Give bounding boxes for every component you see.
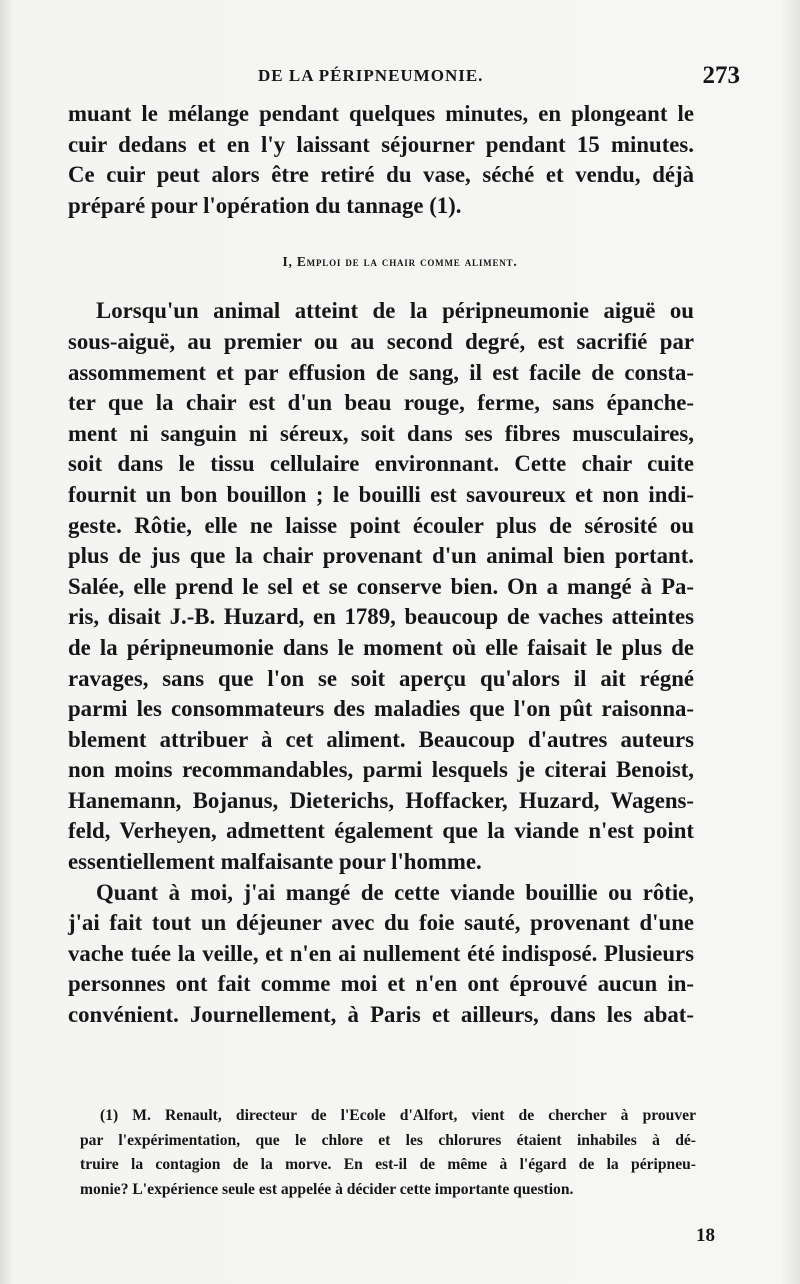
- text-line: sous-aiguë, au premier ou au second degré, est sacrifié par: [68, 328, 694, 354]
- text-line: Salée, elle prend le sel et se conserve bien. On a mangé à Pa-: [68, 573, 694, 599]
- text-line: ravages, sans que l'on se soit aperçu qu'alors il ait régné: [68, 665, 694, 691]
- text-line: essentiellement malfaisante pour l'homme.: [68, 849, 482, 875]
- page-header: [0, 62, 800, 96]
- page-number: 273: [702, 62, 740, 89]
- text-line: personnes ont fait comme moi et n'en ont éprouvé aucun in-: [68, 971, 694, 997]
- text-line: Quant à moi, j'ai mangé de cette viande bouillie ou rôtie,: [96, 879, 694, 905]
- text-line: ment ni sanguin ni séreux, soit dans ses fibres musculaires,: [68, 420, 694, 446]
- paragraph-3: [68, 878, 694, 1031]
- text-line: soit dans le tissu cellulaire environnant. Cette chair cuite: [68, 451, 694, 477]
- text-line: geste. Rôtie, elle ne laisse point écouler plus de sérosité ou: [68, 512, 694, 538]
- text-line: assommement et par effusion de sang, il est facile de consta-: [68, 359, 694, 385]
- paragraph-1: [68, 99, 694, 221]
- text-line: non moins recommandables, parmi lesquels je citerai Benoist,: [68, 757, 694, 783]
- footnote-line: truire la contagion de la morve. En est-il de même à l'égard de la péripneu-: [80, 1156, 696, 1173]
- text-line: ris, disait J.-B. Huzard, en 1789, beaucoup de vaches atteintes: [68, 604, 694, 630]
- footnote: [80, 1104, 696, 1202]
- text-line: muant le mélange pendant quelques minutes, en plongeant le: [68, 101, 694, 126]
- text-line: convénient. Journellement, à Paris et ailleurs, dans les abat-: [68, 1002, 694, 1028]
- text-line: Hanemann, Bojanus, Dieterichs, Hoffacker, Huzard, Wagens-: [68, 787, 694, 813]
- text-line: cuir dedans et en l'y laissant séjourner pendant 15 minutes.: [68, 131, 694, 157]
- text-line: feld, Verheyen, admettent également que la viande n'est point: [68, 818, 694, 844]
- text-line: fournit un bon bouillon ; le bouilli est savoureux et non indi-: [68, 481, 694, 507]
- text-line: parmi les consommateurs des maladies que l'on pût raisonna-: [68, 696, 694, 722]
- text-line: préparé pour l'opération du tannage (1).: [68, 192, 462, 218]
- running-title: DE LA PÉRIPNEUMONIE.: [258, 66, 484, 85]
- text-line: Lorsqu'un animal atteint de la péripneumonie aiguë ou: [96, 298, 694, 324]
- paragraph-2: [68, 296, 694, 877]
- footnote-line: monie? L'expérience seule est appelée à décider cette importante question.: [80, 1180, 574, 1198]
- text-line: Ce cuir peut alors être retiré du vase, séché et vendu, déjà: [68, 162, 694, 188]
- text-line: plus de jus que la chair provenant d'un animal bien portant.: [68, 543, 694, 569]
- signature-mark: 18: [696, 1225, 715, 1246]
- footnote-line: (1) M. Renault, directeur de l'Ecole d'Alfort, vient de chercher à prouver: [100, 1107, 696, 1124]
- text-line: ter que la chair est d'un beau rouge, ferme, sans épanche-: [68, 390, 694, 416]
- footnote-line: par l'expérimentation, que le chlore et les chlorures étaient inhabiles à dé-: [80, 1131, 696, 1149]
- section-heading: I, Emploi de la chair comme aliment.: [282, 254, 518, 270]
- text-line: j'ai fait tout un déjeuner avec du foie sauté, provenant d'une: [68, 910, 694, 936]
- text-line: vache tuée la veille, et n'en ai nullement été indisposé. Plusieurs: [68, 940, 694, 966]
- main-text: [68, 99, 694, 1031]
- text-line: de la péripneumonie dans le moment où elle faisait le plus de: [68, 634, 694, 660]
- text-line: blement attribuer à cet aliment. Beaucoup d'autres auteurs: [68, 726, 694, 752]
